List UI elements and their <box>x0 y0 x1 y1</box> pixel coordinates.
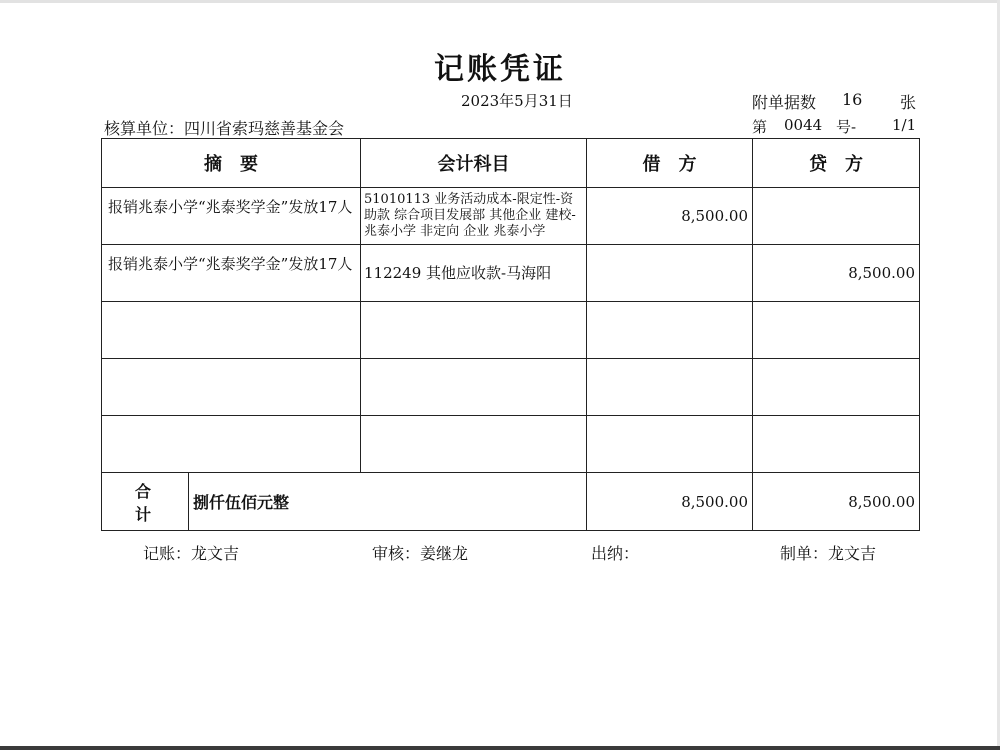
table-row <box>102 245 920 302</box>
total-cell <box>102 473 587 531</box>
bookkeeper-name: 龙文吉 <box>191 544 240 563</box>
page-edge-bottom <box>0 746 1000 750</box>
table-row-empty <box>102 416 920 473</box>
row-debit <box>587 245 753 302</box>
voucher-date: 2023年5月31日 <box>461 92 573 110</box>
total-credit: 8,500.00 <box>753 473 920 531</box>
signature-cashier <box>591 541 639 564</box>
table-header-row <box>102 139 920 188</box>
table-row-empty <box>102 302 920 359</box>
voucher-number-value: 0044 <box>784 116 823 134</box>
row-credit: 8,500.00 <box>753 245 920 302</box>
document-title: 记账凭证 <box>434 52 566 87</box>
row-credit <box>753 188 920 245</box>
voucher-page: 1/1 <box>892 116 917 134</box>
total-row <box>102 473 920 531</box>
row-summary: 报销兆泰小学“兆泰奖学金”发放17人 <box>102 245 361 302</box>
accounting-unit-value: 四川省索玛慈善基金会 <box>184 119 345 138</box>
accounting-unit <box>104 116 344 139</box>
header-credit: 贷 方 <box>753 139 920 188</box>
accounting-unit-label: 核算单位： <box>104 119 185 138</box>
voucher-number-suffix: 号- <box>836 118 857 136</box>
row-account: 112249 其他应收款-马海阳 <box>361 245 587 302</box>
attachments-unit: 张 <box>900 93 917 112</box>
voucher-number-prefix: 第 <box>752 118 768 136</box>
row-debit: 8,500.00 <box>587 188 753 245</box>
attachments-label: 附单据数 <box>752 93 817 112</box>
header-debit: 借 方 <box>587 139 753 188</box>
table-row-empty <box>102 359 920 416</box>
signature-bookkeeper <box>143 541 239 564</box>
table-row <box>102 188 920 245</box>
header-summary: 摘 要 <box>102 139 361 188</box>
attachments-number: 16 <box>842 90 863 109</box>
total-label: 合 计 <box>102 473 189 530</box>
bookkeeper-label: 记账： <box>143 544 192 563</box>
total-amount-words: 捌仟伍佰元整 <box>193 493 290 512</box>
voucher-table <box>101 138 920 531</box>
cashier-label: 出纳： <box>591 544 640 563</box>
total-debit: 8,500.00 <box>587 473 753 531</box>
preparer-name: 龙文吉 <box>828 544 877 563</box>
row-summary: 报销兆泰小学“兆泰奖学金”发放17人 <box>102 188 361 245</box>
reviewer-label: 审核： <box>372 544 421 563</box>
header-account: 会计科目 <box>361 139 587 188</box>
page-edge-top <box>0 0 1000 3</box>
signature-reviewer <box>372 541 468 564</box>
reviewer-name: 姜继龙 <box>420 544 469 563</box>
signature-preparer <box>780 541 876 564</box>
row-account: 51010113 业务活动成本-限定性-资助款 综合项目发展部 其他企业 建校-兆泰小学 非定向 企业 兆泰小学 <box>361 188 587 245</box>
preparer-label: 制单： <box>780 544 829 563</box>
